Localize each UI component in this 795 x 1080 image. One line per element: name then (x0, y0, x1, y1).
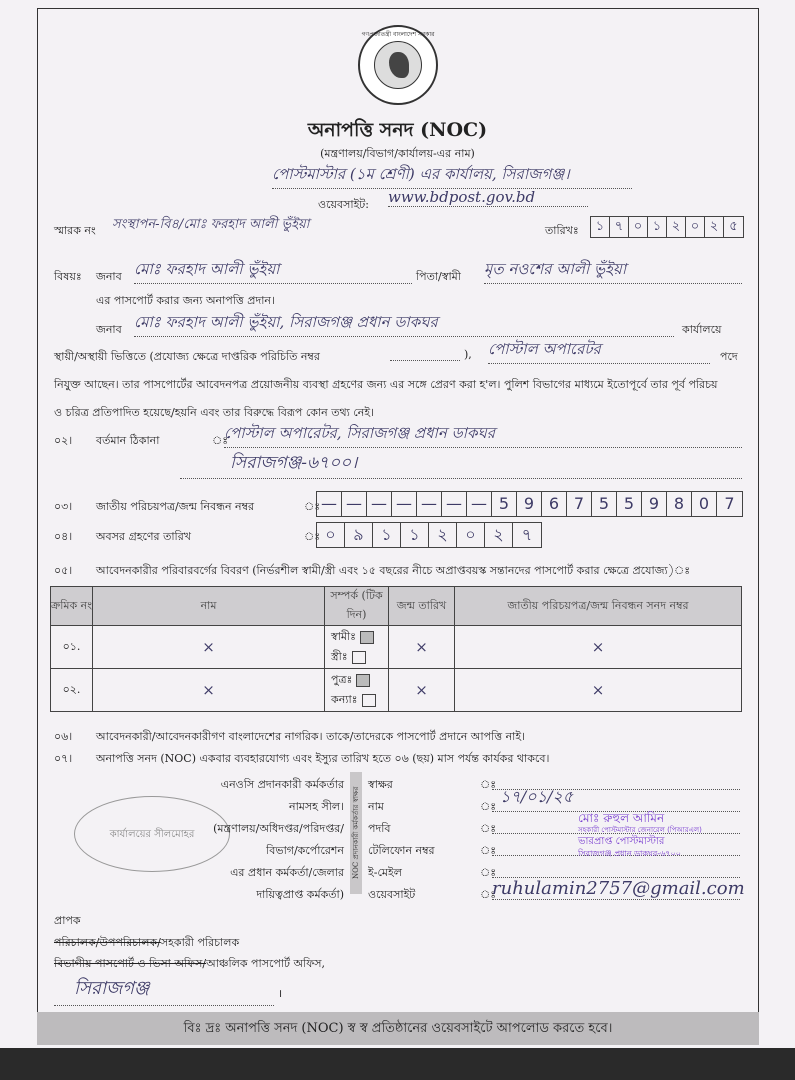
recipient-office: আঞ্চলিক পাসপোর্ট অফিস, (206, 957, 326, 970)
signature-field-label: ওয়েবসাইট (368, 888, 416, 901)
id-number-blank (390, 348, 460, 361)
designation: পোস্টাল অপারেটর (488, 338, 710, 364)
retirement-date-boxes (316, 522, 542, 548)
family-label: আবেদনকারীর পরিবারবর্গের বিবরণ (নির্ভরশীল স্বামী/স্ত্রী এবং ১৫ বছরের নীচে অপ্রাপ্তবয়স্ক সন্তানদের পাসপোর্ট করার ক্ষেত্রে প্রযোজ্য)ঃ (96, 564, 691, 577)
checkbox[interactable] (360, 631, 374, 644)
signature-caption: এনওসি প্রদানকারী কর্মকর্তার (220, 778, 344, 791)
col-header: নাম (93, 587, 325, 626)
cell-sl: ০১. (51, 626, 93, 669)
digit-box: ০ (457, 523, 485, 547)
email-handwritten: ruhulamin2757@gmail.com (492, 878, 745, 899)
signature-field-label: নাম (368, 800, 384, 813)
col-header: সম্পর্ক (টিক দিন) (325, 587, 389, 626)
subtitle: (মন্ত্রণালয়/বিভাগ/কার্যালয়-এর নাম) (320, 147, 475, 160)
colon: ঃ (304, 530, 321, 543)
address-line-2: সিরাজগঞ্জ-৬৭০০। (180, 450, 742, 479)
paren: ), (464, 348, 472, 361)
digit-box: ২ (485, 523, 513, 547)
retire-label: অবসর গ্রহণের তারিখ (96, 530, 191, 543)
cell-dob: × (389, 669, 455, 712)
signature-field-label: পদবি (368, 822, 391, 835)
relation-label: পুত্রঃ (331, 673, 353, 686)
signature-caption: দায়িত্বপ্রাপ্ত কর্মকর্তা) (256, 888, 344, 901)
date-boxes (590, 216, 744, 238)
struck-text: বিভাগীয় পাসপোর্ট ও ভিসা অফিস/ (54, 957, 207, 970)
relation-label: স্বামীঃ (331, 630, 357, 643)
digit-box: ০ (629, 217, 648, 237)
father-label: পিতা/স্বামী (416, 270, 461, 283)
table-row (51, 669, 742, 712)
janab-label: জনাব (96, 270, 122, 283)
digit-box: 5 (617, 492, 642, 516)
struck-text: পরিচালক/উপপরিচালক/ (54, 936, 161, 949)
website-value: www.bdpost.gov.bd (388, 188, 588, 207)
colon: ঃ (480, 778, 497, 791)
checkbox[interactable] (356, 674, 370, 687)
cell-dob: × (389, 626, 455, 669)
signature-caption: বিভাগ/কর্পোরেশন (266, 844, 344, 857)
digit-box: ৭ (610, 217, 629, 237)
page-title: অনাপত্তি সনদ (NOC) (307, 119, 488, 141)
body-para-2: ও চরিত্র প্রতিপাদিত হয়েছে/হয়নি এবং তার বিরুদ্ধে বিরূপ কোন তথ্য নেই। (54, 406, 374, 419)
col-header: ক্রমিক নং (51, 587, 93, 626)
digit-box: — (442, 492, 467, 516)
digit-box: ২ (667, 217, 686, 237)
footer-note: বিঃ দ্রঃ অনাপত্তি সনদ (NOC) স্ব স্ব প্রতিষ্ঠানের ওয়েবসাইটে আপলোড করতে হবে। (37, 1012, 759, 1045)
address-label: বর্তমান ঠিকানা (96, 434, 160, 447)
colon: ঃ (480, 866, 497, 879)
digit-box: 7 (567, 492, 592, 516)
colon: ঃ (480, 800, 497, 813)
digit-box: — (467, 492, 492, 516)
digit-box: ১ (373, 523, 401, 547)
digit-box: ১ (591, 217, 610, 237)
checkbox[interactable] (352, 651, 366, 664)
item-number: ০৫। (54, 564, 73, 577)
subject-label: বিষয়ঃ (54, 270, 82, 283)
officer-stamp (578, 812, 702, 860)
office-seal-placeholder: কার্যালয়ের সীলমোহর (74, 796, 230, 872)
signature-caption: এর প্রধান কর্মকর্তা/জেলার (230, 866, 344, 879)
digit-box: ১ (648, 217, 667, 237)
digit-box: — (317, 492, 342, 516)
stamp-line: মোঃ রুহুল আমিন (578, 811, 665, 825)
digit-box: 5 (492, 492, 517, 516)
memo-number: সংস্থাপন-বি৪/মোঃ ফরহাদ আলী ভুঁইয়া (112, 217, 310, 232)
stamp-line: ভারপ্রাপ্ত পোস্টমাস্টার (578, 836, 665, 847)
digit-box: ২ (429, 523, 457, 547)
date-label: তারিখঃ (545, 224, 579, 237)
digit-box: 0 (692, 492, 717, 516)
signature-caption: (মন্ত্রণালয়/অধিদপ্তর/পরিদপ্তর/ (213, 822, 344, 835)
website-label: ওয়েবসাইট: (318, 198, 369, 211)
recipient-city: সিরাজগঞ্জ (54, 974, 274, 1006)
nid-boxes (316, 491, 743, 517)
family-table (50, 586, 742, 712)
bangladesh-map-icon (389, 52, 409, 78)
cell-nid: × (455, 669, 742, 712)
signature-field-line (492, 866, 740, 878)
relation-label: স্ত্রীঃ (331, 650, 348, 663)
colon: ঃ (480, 844, 497, 857)
digit-box: ১ (401, 523, 429, 547)
signature-field-label: ই-মেইল (368, 866, 402, 879)
digit-box: — (342, 492, 367, 516)
colon: ঃ (304, 500, 321, 513)
recipient-label: প্রাপক (54, 914, 81, 927)
handwritten-signature-date: ১৭/০১/২৫ (500, 787, 574, 806)
office-suffix: কার্যালয়ে (682, 323, 722, 336)
name-office: মোঃ ফরহাদ আলী ভুঁইয়া, সিরাজগঞ্জ প্রধান ডাকঘর (134, 311, 674, 337)
government-seal (358, 25, 438, 105)
item-number: ০২। (54, 434, 73, 447)
signature-caption: নামসহ সীল। (289, 800, 344, 813)
stamp-line: সহকারী পোস্টমাস্টার জেনারেল (পিআরএল) (578, 826, 702, 834)
digit-box: 8 (667, 492, 692, 516)
col-header: জাতীয় পরিচয়পত্র/জন্ম নিবন্ধন সনদ নম্বর (455, 587, 742, 626)
memo-label: স্মারক নং (54, 224, 96, 237)
relation-label: কন্যাঃ (331, 693, 358, 706)
digit-box: ০ (317, 523, 345, 547)
subject-line: এর পাসপোর্ট করার জন্য অনাপত্তি প্রদান। (96, 294, 275, 307)
digit-box: 7 (724, 494, 735, 513)
noc-signature-strip: NOC প্রদানকারী কর্মকর্তার স্বাক্ষর (350, 772, 362, 894)
post-suffix: পদে (720, 350, 738, 363)
signature-field-label: টেলিফোন নম্বর (368, 844, 435, 857)
applicant-name: মোঃ ফরহাদ আলী ভুঁইয়া (134, 258, 412, 284)
colon: ঃ (480, 888, 497, 901)
digit-box: 5 (592, 492, 617, 516)
item-number: ০৭। (54, 752, 73, 765)
permanent-text: স্থায়ী/অস্থায়ী ভিত্তিতে (প্রযোজ্য ক্ষেত্রে দাপ্তরিক পরিচিতি নম্বর (54, 350, 320, 363)
digit-box: ৯ (345, 523, 373, 547)
recipient-title: সহকারী পরিচালক (160, 936, 240, 949)
janab-label-2: জনাব (96, 323, 122, 336)
digit-box: ৭ (521, 525, 533, 544)
checkbox[interactable] (362, 694, 376, 707)
digit-box: — (367, 492, 392, 516)
signature-field-label: স্বাক্ষর (368, 778, 393, 791)
item-number: ০৪। (54, 530, 73, 543)
nid-label: জাতীয় পরিচয়পত্র/জন্ম নিবন্ধন নম্বর (96, 500, 255, 513)
digit-box: ২ (705, 217, 724, 237)
digit-box: 6 (542, 492, 567, 516)
stamp-line: সিরাজগঞ্জ প্রধান ডাকঘর-৬৭০০ (578, 849, 682, 858)
colon: ঃ (212, 434, 229, 447)
col-header: জন্ম তারিখ (389, 587, 455, 626)
cell-sl: ০২. (51, 669, 93, 712)
body-para-1: নিযুক্ত আছেন। তার পাসপোর্টের আবেদনপত্র প্রয়োজনীয় ব্যবস্থা গ্রহণের জন্য এর সঙ্গে প্রেরণ করা হ'ল। পুলিশ বিভাগের মাধ্যমে ইতোপূর্বে তার পূর্ব পরিচয় (54, 378, 718, 391)
digit-box: — (417, 492, 442, 516)
digit-box: — (392, 492, 417, 516)
table-row (51, 626, 742, 669)
address-line-1: পোস্টাল অপারেটর, সিরাজগঞ্জ প্রধান ডাকঘর (224, 422, 742, 448)
dari: । (278, 987, 283, 1000)
item-number: ০৩। (54, 500, 73, 513)
colon: ঃ (480, 822, 497, 835)
digit-box: ০ (686, 217, 705, 237)
citizen-text: আবেদনকারী/আবেদনকারীগণ বাংলাদেশের নাগরিক। তাকে/তাদেরকে পাসপোর্ট প্রদানে আপত্তি নাই। (96, 730, 526, 743)
cell-nid: × (455, 626, 742, 669)
cell-name: × (93, 669, 325, 712)
item-number: ০৬। (54, 730, 73, 743)
digit-box: 9 (517, 492, 542, 516)
validity-text: অনাপত্তি সনদ (NOC) একবার ব্যবহারযোগ্য এবং ইস্যুর তারিখ হতে ০৬ (ছয়) মাস পর্যন্ত কার্যকর থাকবে। (96, 752, 550, 765)
digit-box: ৫ (729, 219, 738, 234)
father-name: মৃত নওশের আলী ভুঁইয়া (484, 258, 742, 284)
office-name: পোস্টমাস্টার (১ম শ্রেণী) এর কার্যালয়, সিরাজগঞ্জ। (272, 163, 632, 189)
digit-box: 9 (642, 492, 667, 516)
seal-text: গণপ্রজাতন্ত্রী বাংলাদেশ সরকার (361, 31, 435, 38)
cell-name: × (93, 626, 325, 669)
